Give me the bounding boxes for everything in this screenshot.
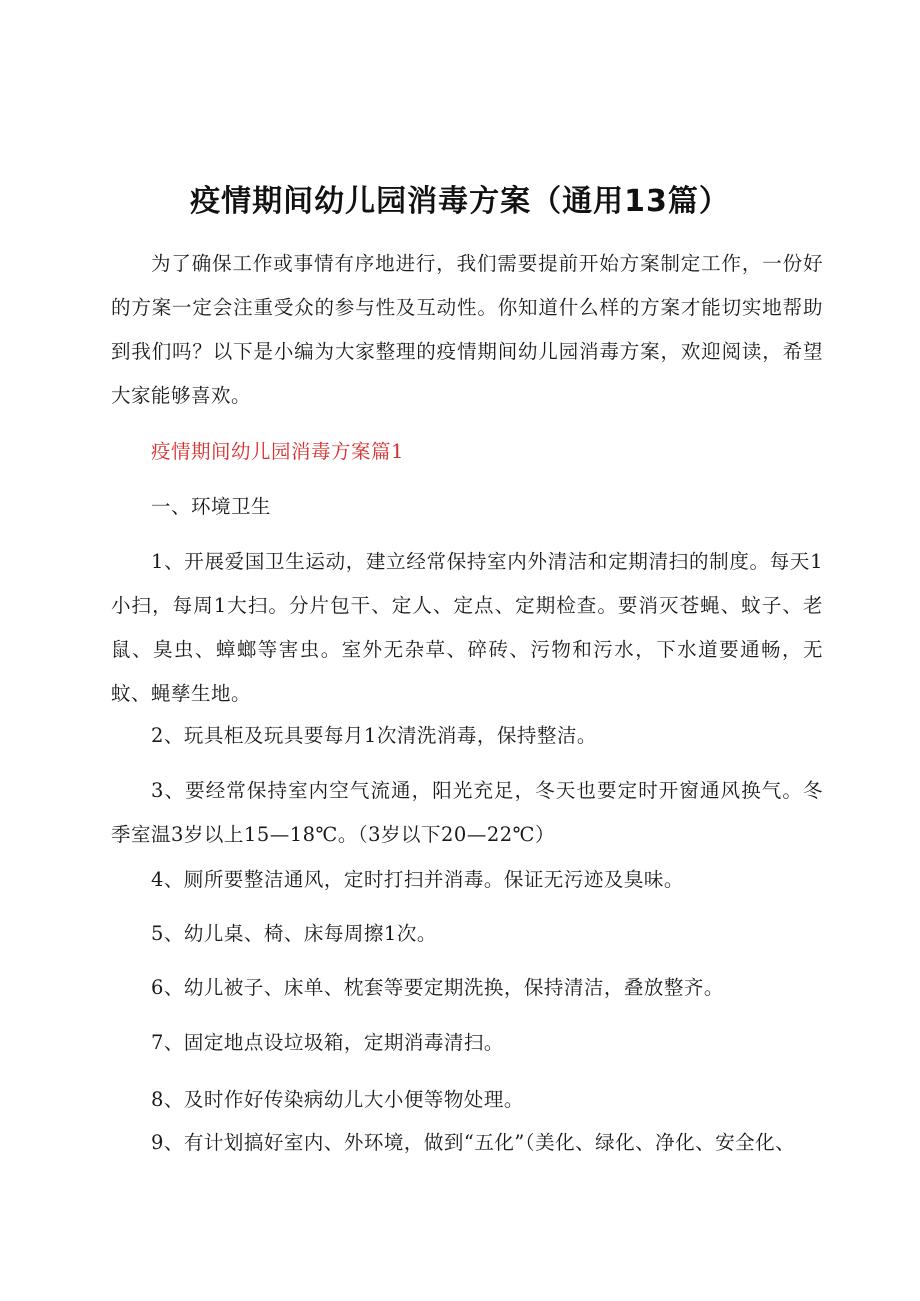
subheading: 一、环境卫生 [151,495,272,518]
list-item: 4、厕所要整洁通风，定时打扫并消毒。保证无污迹及臭味。 [151,868,684,891]
section-heading: 疫情期间幼儿园消毒方案篇1 [151,440,404,463]
list-item: 9、有计划搞好室内、外环境，做到“五化”（美化、绿化、净化、安全化、 [151,1131,796,1154]
intro-paragraph: 为了确保工作或事情有序地进行，我们需要提前开始方案制定工作，一份好的方案一定会注重受众的参与性及互动性。你知道什么样的方案才能切实地帮助到我们吗？以下是小编为大家整理的疫情期间幼儿园消毒方案，欢迎阅读，希望大家能够喜欢。 [111,252,823,407]
list-item: 8、及时作好传染病幼儿大小便等物处理。 [151,1088,524,1111]
list-item: 3、要经常保持室内空气流通，阳光充足，冬天也要定时开窗通风换气。冬季室温3岁以上15—18℃。（3岁以下20—22℃） [111,779,823,846]
list-item: 7、固定地点设垃圾箱，定期消毒清扫。 [151,1031,504,1054]
document-title: 疫情期间幼儿园消毒方案（通用13篇） [190,184,730,219]
list-item: 2、玩具柜及玩具要每月1次清洗消毒，保持整洁。 [151,724,597,747]
list-item: 6、幼儿被子、床单、枕套等要定期洗换，保持清洁，叠放整齐。 [151,976,724,999]
list-item: 5、幼儿桌、椅、床每周擦1次。 [151,922,437,945]
list-item: 1、开展爱国卫生运动，建立经常保持室内外清洁和定期清扫的制度。每天1小扫，每周1大扫。分片包干、定人、定点、定期检查。要消灭苍蝇、蚊子、老鼠、臭虫、蟑螂等害虫。室外无杂草、碎砖、污物和污水，下水道要通畅，无蚊、蝇孳生地。 [111,550,823,705]
